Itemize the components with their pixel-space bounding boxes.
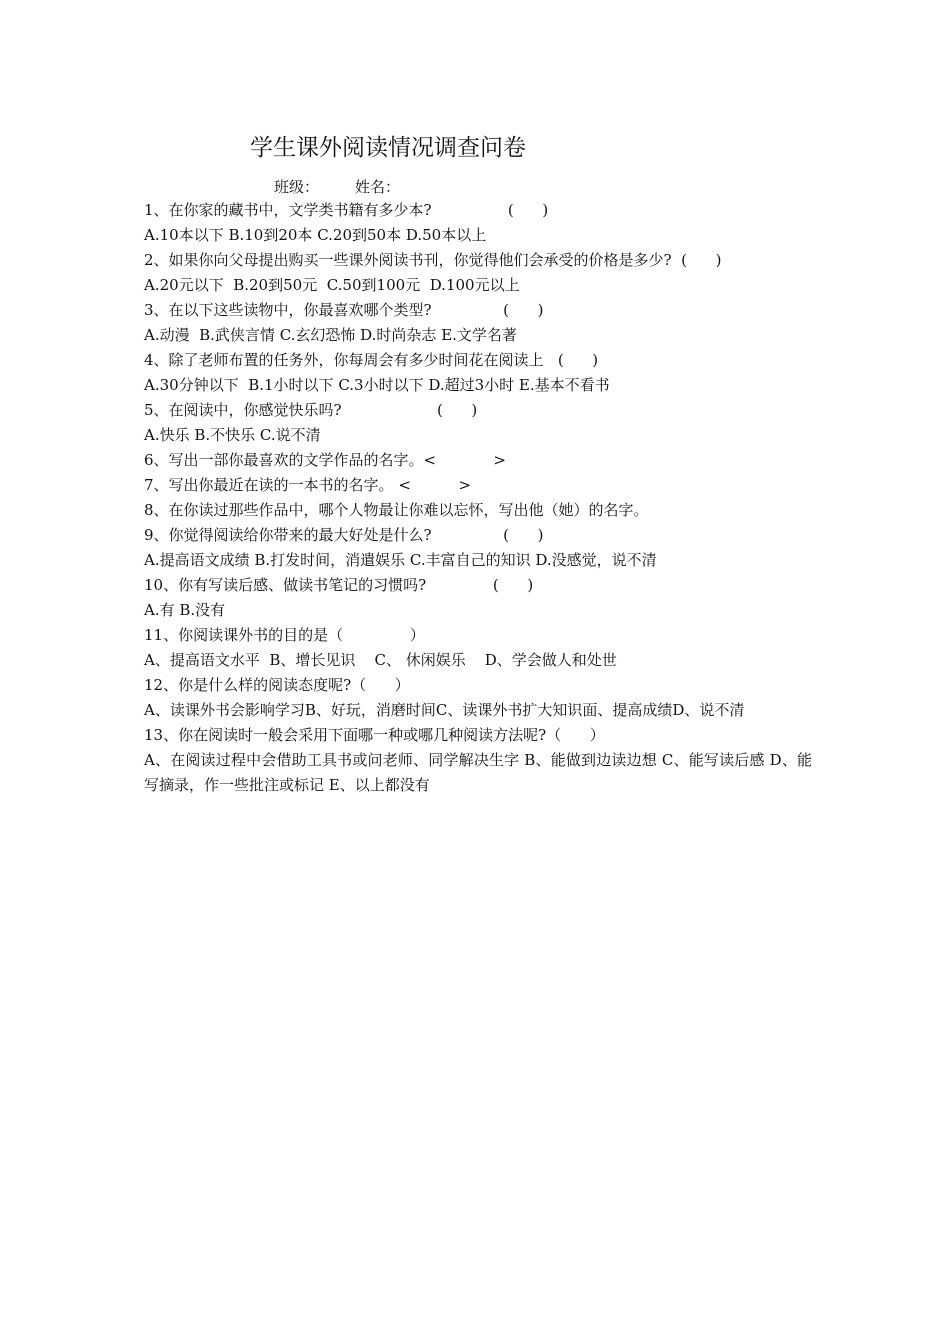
question-12: 12、你是什么样的阅读态度呢?（ ）	[144, 676, 410, 694]
options-11: A、提高语文水平 B、增长见识 C、 休闲娱乐 D、学会做人和处世	[144, 651, 617, 669]
options-1: A.10本以下 B.10到20本 C.20到50本 D.50本以上	[144, 226, 487, 244]
question-4: 4、除了老师布置的任务外，你每周会有多少时间花在阅读上 ( )	[144, 351, 599, 369]
page-title: 学生课外阅读情况调查问卷	[250, 135, 526, 161]
question-9: 9、你觉得阅读给你带来的最大好处是什么? ( )	[144, 526, 544, 544]
name-label: 姓名：	[355, 178, 401, 196]
options-9: A.提高语文成绩 B.打发时间，消遣娱乐 C.丰富自己的知识 D.没感觉，说不清	[144, 551, 657, 569]
question-8: 8、在你读过那些作品中，哪个人物最让你难以忘怀，写出他（她）的名字。	[144, 501, 649, 519]
question-7: 7、写出你最近在读的一本书的名字。 < >	[144, 476, 472, 494]
options-3: A.动漫 B.武侠言情 C.玄幻恐怖 D.时尚杂志 E.文学名著	[144, 326, 517, 344]
question-3: 3、在以下这些读物中，你最喜欢哪个类型? ( )	[144, 301, 544, 319]
question-11: 11、你阅读课外书的目的是（ ）	[144, 626, 425, 644]
class-label: 班级：	[274, 178, 320, 196]
options-12: A、读课外书会影响学习B、好玩，消磨时间C、读课外书扩大知识面、提高成绩D、说不清	[144, 701, 745, 719]
options-10: A.有 B.没有	[144, 601, 226, 619]
question-list	[144, 198, 812, 798]
options-13: A、在阅读过程中会借助工具书或问老师、同学解决生字 B、能做到边读边想 C、能写读后感 D、能写摘录，作一些批注或标记 E、以上都没有	[144, 751, 812, 794]
question-5: 5、在阅读中，你感觉快乐吗? ( )	[144, 401, 478, 419]
student-info	[274, 176, 400, 198]
question-6: 6、写出一部你最喜欢的文学作品的名字。< >	[144, 451, 506, 469]
question-10: 10、你有写读后感、做读书笔记的习惯吗? ( )	[144, 576, 534, 594]
question-2: 2、如果你向父母提出购买一些课外阅读书刊，你觉得他们会承受的价格是多少? ( )	[144, 251, 722, 269]
options-4: A.30分钟以下 B.1小时以下 C.3小时以下 D.超过3小时 E.基本不看书	[144, 376, 610, 394]
options-5: A.快乐 B.不快乐 C.说不清	[144, 426, 321, 444]
question-1: 1、在你家的藏书中，文学类书籍有多少本? ( )	[144, 201, 549, 219]
question-13: 13、你在阅读时一般会采用下面哪一种或哪几种阅读方法呢?（ ）	[144, 726, 605, 744]
options-2: A.20元以下 B.20到50元 C.50到100元 D.100元以上	[144, 276, 520, 294]
